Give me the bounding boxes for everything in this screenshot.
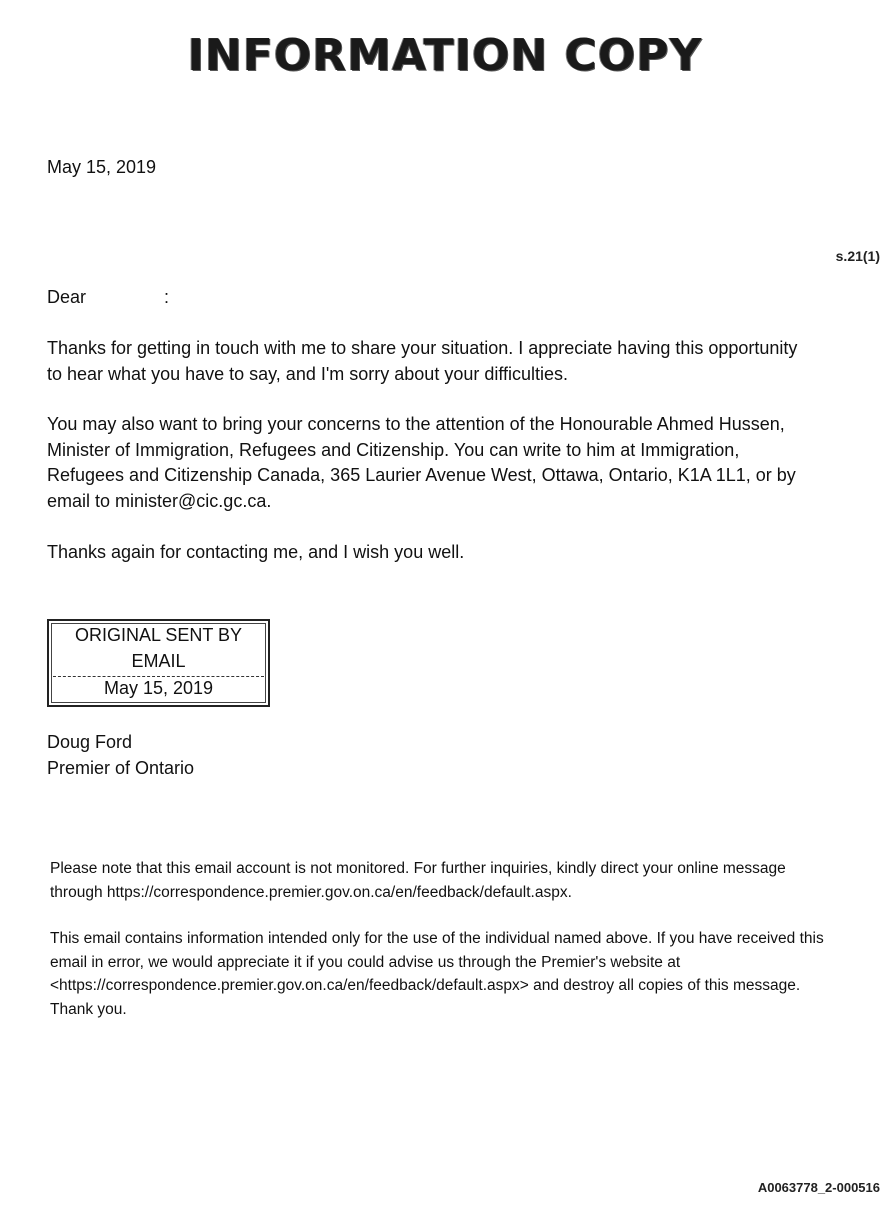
salutation — [47, 285, 169, 311]
salutation-colon: : — [164, 287, 170, 307]
sent-stamp-divider — [53, 676, 264, 677]
sent-stamp-date: May 15, 2019 — [103, 678, 214, 698]
original-sent-stamp — [47, 619, 270, 707]
document-id: A0063778_2-000516 — [757, 1180, 880, 1195]
footer-note: Please note that this email account is not monitored. For further inquiries, kindly direct your online message through https://correspondence.premier.gov.on.ca/en/feedback/default.aspx. — [50, 860, 786, 901]
exemption-code: s.21(1) — [835, 248, 880, 264]
letter-paragraph: You may also want to bring your concerns to the attention of the Honourable Ahmed Hussen, Minister of Immigration, Refugees and Citizenship. You can write to him at Immigration, Refugees and Citizenship Canada, 365 Laurier Avenue West, Ottawa, Ontario, K1A 1L1, or by email to minister@cic.gc.ca. — [47, 414, 796, 511]
signature-block — [47, 730, 194, 781]
signer-title: Premier of Ontario — [47, 757, 195, 778]
salutation-word: Dear — [47, 287, 87, 307]
sent-stamp-line: EMAIL — [131, 651, 186, 671]
information-copy-stamp: INFORMATION COPY — [187, 30, 703, 81]
footer-note: This email contains information intended only for the use of the individual named above. If you have received this email in error, we would appreciate it if you could advise us through the Premier's website at <https://correspondence.premier.gov.on.ca/en/feedback/default.aspx> and destroy all copies of this message. Thank you. — [50, 930, 824, 1018]
letter-date: May 15, 2019 — [47, 157, 157, 177]
signer-name: Doug Ford — [47, 732, 133, 752]
letter-paragraph: Thanks again for contacting me, and I wish you well. — [47, 542, 465, 562]
letter-paragraph: Thanks for getting in touch with me to share your situation. I appreciate having this opportunity to hear what you have to say, and I'm sorry about your difficulties. — [47, 338, 798, 384]
sent-stamp-line: ORIGINAL SENT BY — [74, 625, 243, 645]
